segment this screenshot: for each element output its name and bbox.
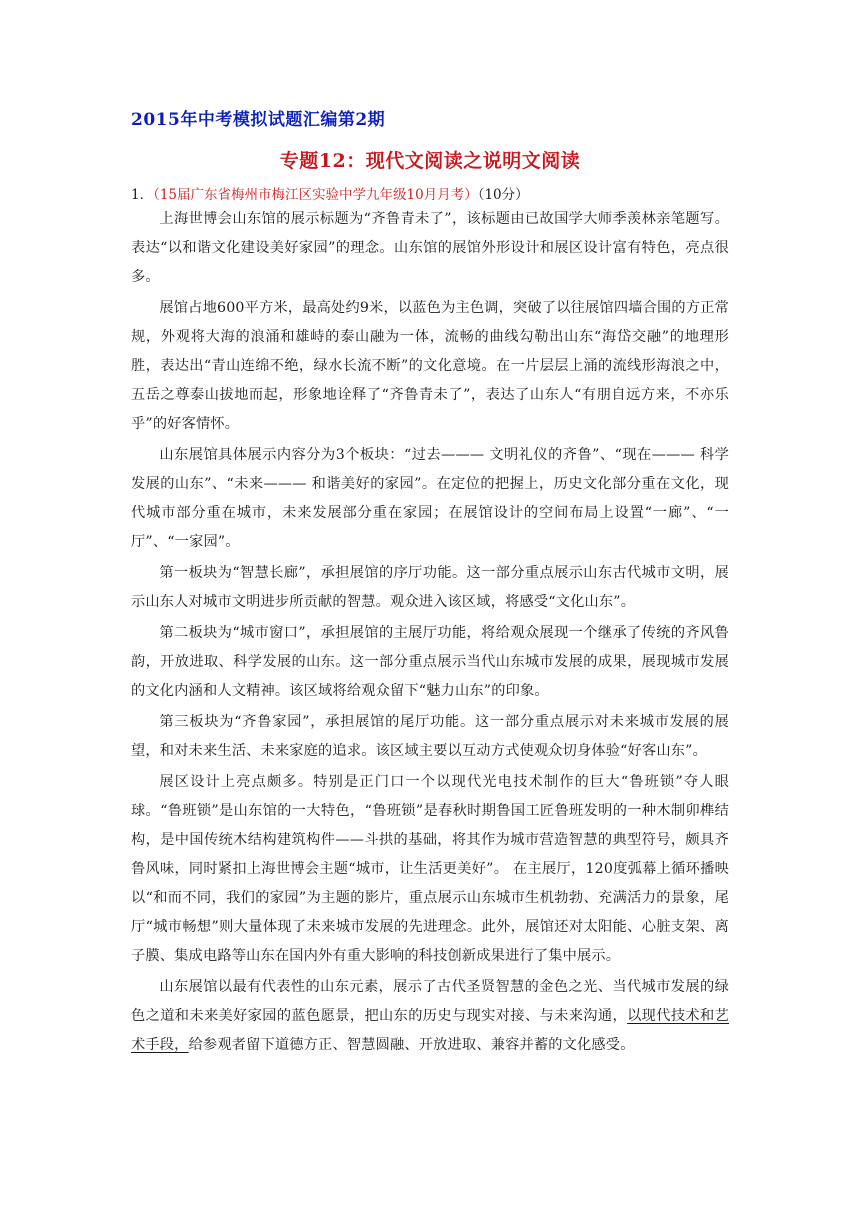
topic-title: 专题12：现代文阅读之说明文阅读 <box>279 150 581 172</box>
paragraph-conclusion <box>131 973 729 1060</box>
underlined-phrase: 以现代技术和艺术手段， <box>131 1008 729 1053</box>
paragraph-exterior-design: 展馆占地600平方米，最高处约9米，以蓝色为主色调，突破了以往展馆四墙合围的方正常规，外观将大海的浪涌和雄峙的泰山融为一体，流畅的曲线勾勒出山东“海岱交融”的地理形胜，表达出“青山连绵不绝，绿水长流不断”的文化意境。在一片层层上涌的流线形海浪之中，五岳之尊泰山拔地而起，形象地诠释了“齐鲁青未了”，表达了山东人“有朋自远方来，不亦乐乎”的好客情怀。 <box>131 300 729 432</box>
paragraph-section-one: 第一板块为“智慧长廊”，承担展馆的序厅功能。这一部分重点展示山东古代城市文明，展示山东人对城市文明进步所贡献的智慧。观众进入该区域，将感受“文化山东”。 <box>131 565 729 610</box>
question-number: 1． <box>131 187 154 203</box>
conclusion-text-start: 山东展馆以最有代表性的山东元素，展示了古代圣贤智慧的金色之光、当代城市发展的绿色之道和未来美好家园的蓝色愿景，把山东的历史与现实对接、与未来沟通， <box>131 979 729 1024</box>
paragraph-section-three: 第三板块为“齐鲁家园”，承担展馆的尾厅功能。这一部分重点展示对未来城市发展的展望，和对未来生活、未来家庭的追求。该区域主要以互动方式使观众切身体验“好客山东”。 <box>131 714 729 759</box>
paragraph-section-two: 第二板块为“城市窗口”，承担展馆的主展厅功能，将给观众展现一个继承了传统的齐风鲁韵，开放进取、科学发展的山东。这一部分重点展示当代山东城市发展的成果，展现城市发展的文化内涵和人文精神。该区域将给观众留下“魅力山东”的印象。 <box>131 625 729 699</box>
question-score: （10分） <box>477 187 529 203</box>
conclusion-text-end: 给参观者留下道德方正、智慧圆融、开放进取、兼容并蓄的文化感受。 <box>188 1037 635 1053</box>
article-body <box>131 205 729 1062</box>
question-source: （15届广东省梅州市梅江区实验中学九年级10月月考） <box>153 187 478 203</box>
paragraph-highlights: 展区设计上亮点颇多。特别是正门口一个以现代光电技术制作的巨大“鲁班锁”夺人眼球。“鲁班锁”是山东馆的一大特色，“鲁班锁”是春秋时期鲁国工匠鲁班发明的一种木制卯榫结构，是中国传统木结构建筑构件——斗拱的基础，将其作为城市营造智慧的典型符号，颇具齐鲁风味，同时紧扣上海世博会主题“城市，让生活更美好”。 在主展厅，120度弧幕上循环播映以“和而不同，我们的家园”为主题的影片，重点展示山东城市生机勃勃、充满活力的景象，尾厅“城市畅想”则大量体现了未来城市发展的先进理念。此外，展馆还对太阳能、心脏支架、离子膜、集成电路等山东在国内外有重大影响的科技创新成果进行了集中展示。 <box>131 774 729 964</box>
question-header <box>131 183 529 203</box>
paragraph-intro: 上海世博会山东馆的展示标题为“齐鲁青未了”，该标题由已故国学大师季羡林亲笔题写。表达“以和谐文化建设美好家园”的理念。山东馆的展馆外形设计和展区设计富有特色，亮点很多。 <box>131 211 729 285</box>
series-title: 2015年中考模拟试题汇编第2期 <box>131 110 386 130</box>
paragraph-three-sections: 山东展馆具体展示内容分为3个板块：“过去——— 文明礼仪的齐鲁”、“现在——— 科学发展的山东”、“未来——— 和谐美好的家园”。在定位的把握上，历史文化部分重在文化，现代城市部分重在城市，未来发展部分重在家园；在展馆设计的空间布局上设置“一廊”、“一厅”、“一家园”。 <box>131 447 729 550</box>
